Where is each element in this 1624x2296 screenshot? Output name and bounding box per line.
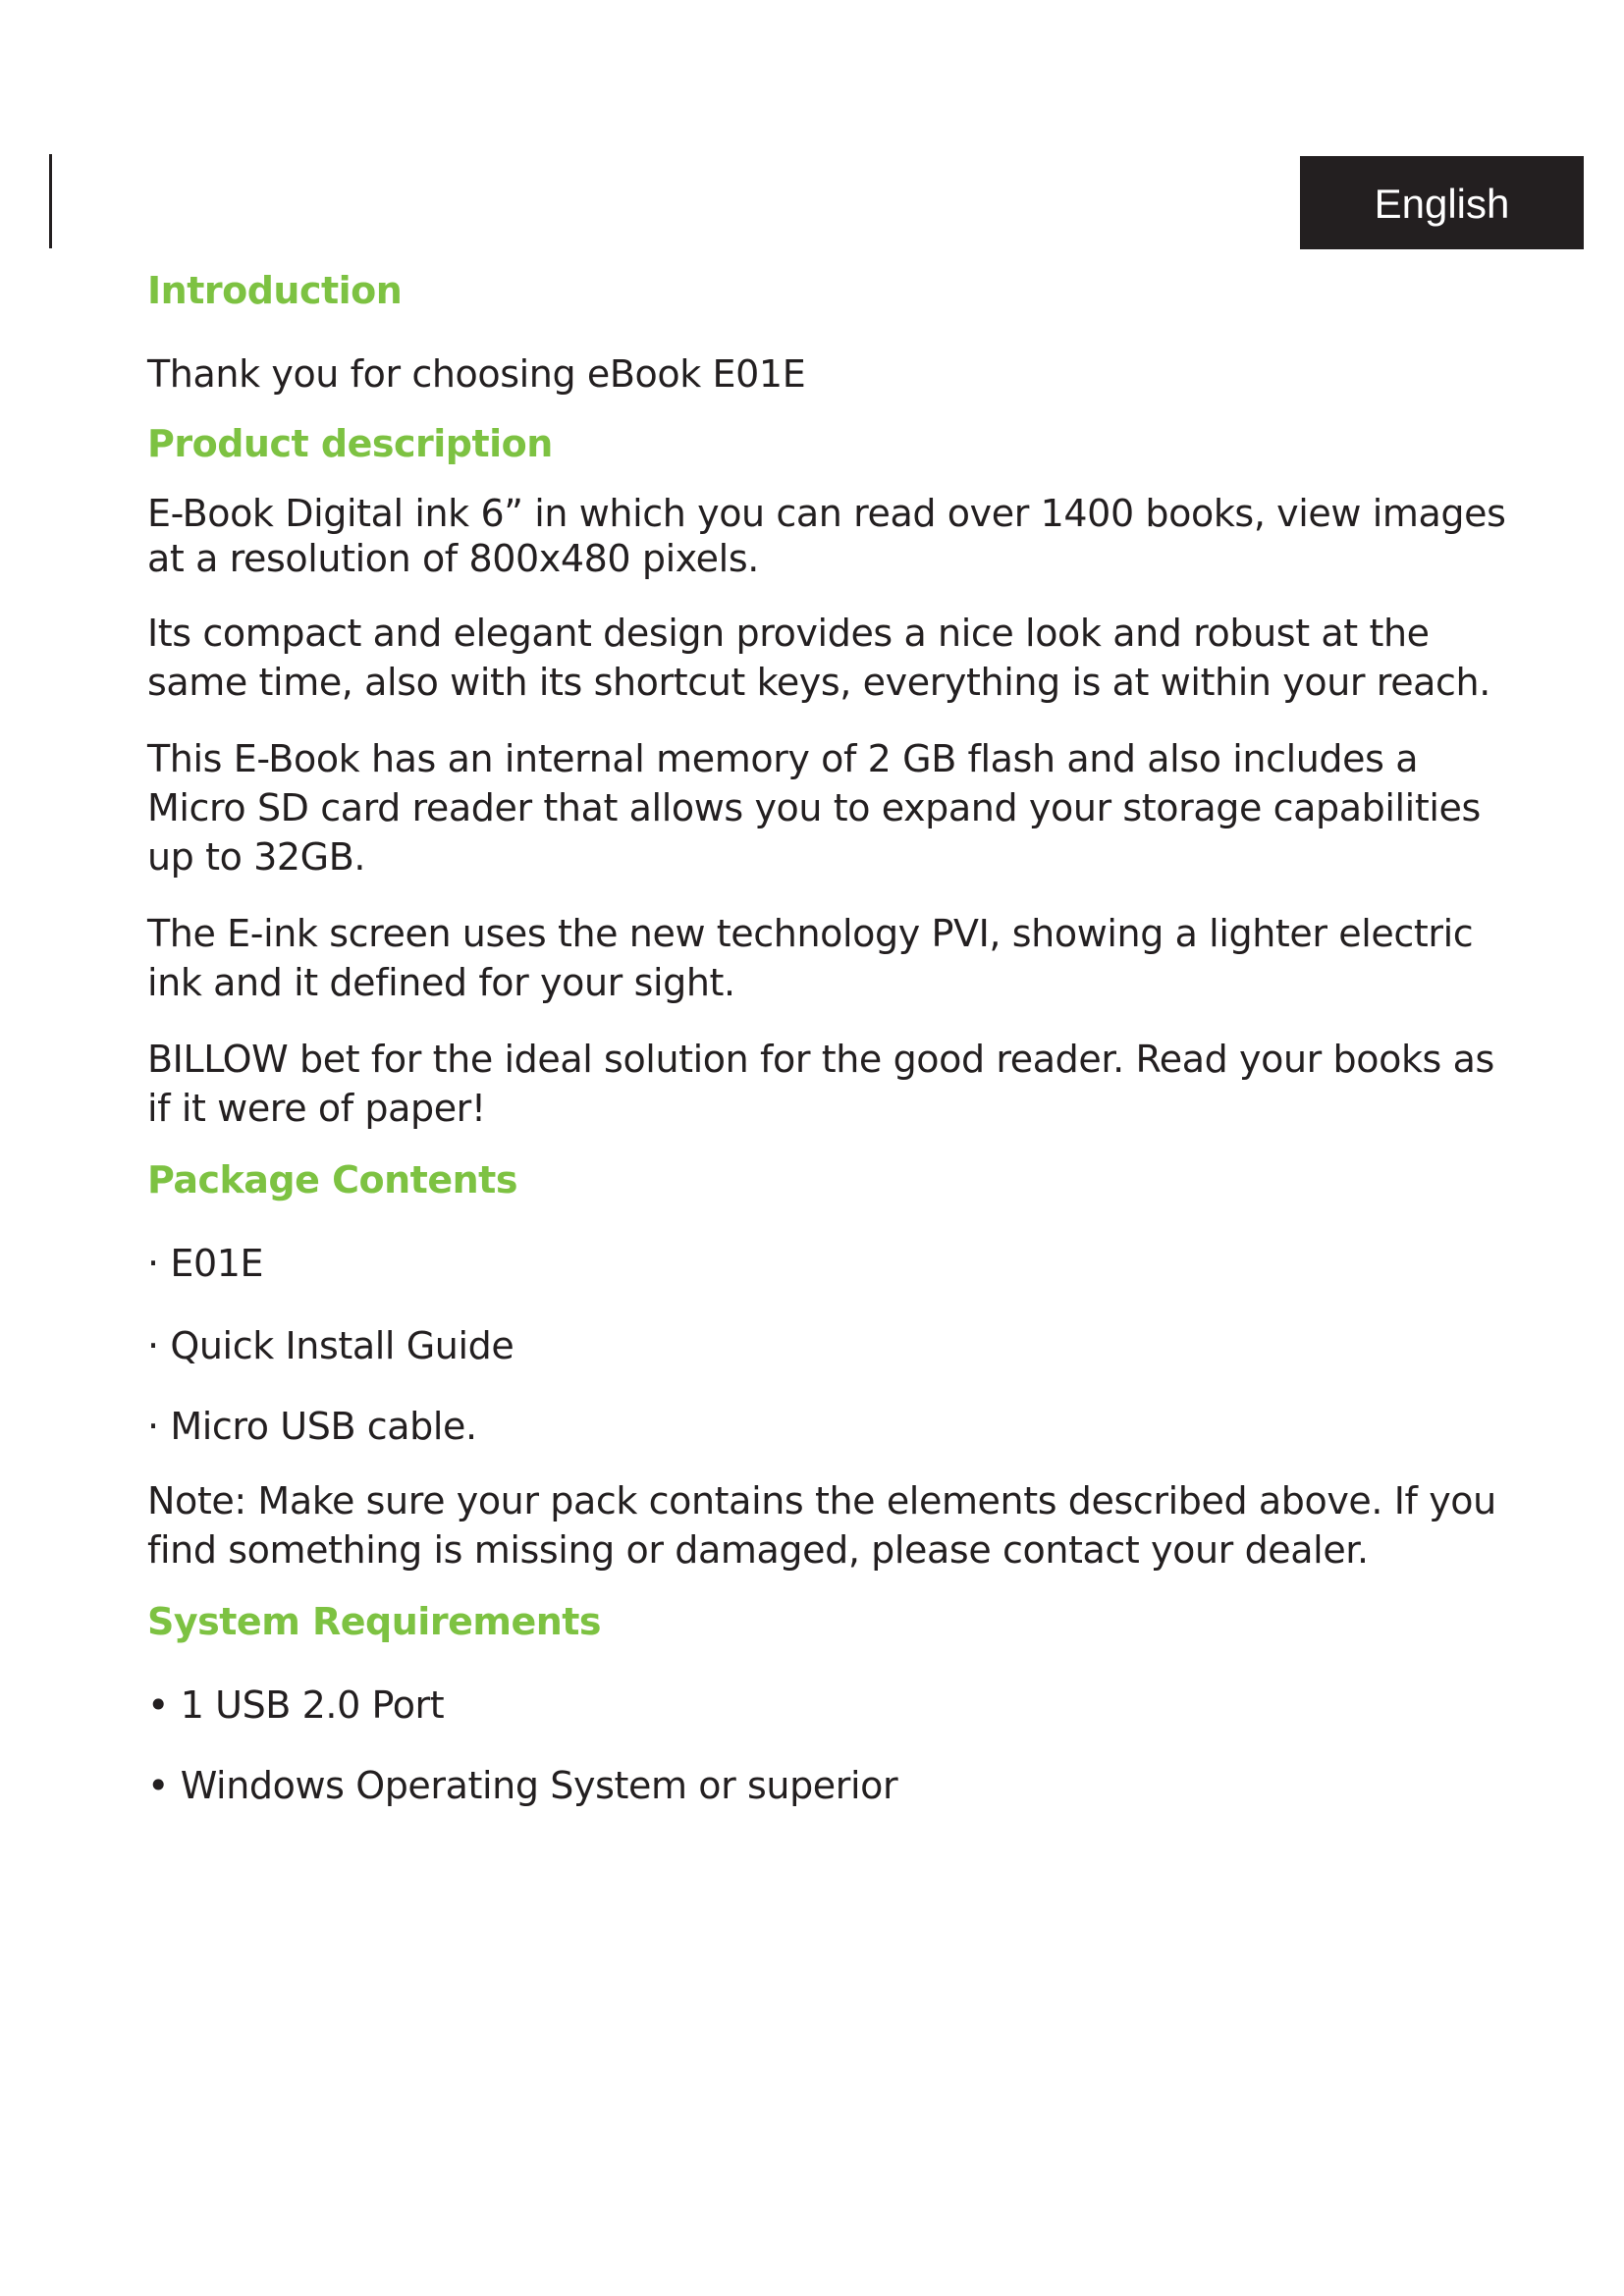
language-tab: [1300, 156, 1584, 249]
package-contents-note: Note: Make sure your pack contains the elements described above. If you find something is missing or damaged, please contact your dealer.: [147, 1479, 1496, 1572]
introduction-heading: Introduction: [147, 269, 403, 312]
package-contents-item: · Micro USB cable.: [147, 1405, 477, 1448]
system-requirements-item: • 1 USB 2.0 Port: [147, 1683, 445, 1727]
margin-bar: [49, 154, 52, 248]
product-description-paragraph: The E-ink screen uses the new technology PVI, showing a lighter electric ink and it defined for your sight.: [147, 912, 1474, 1004]
system-requirements-item: • Windows Operating System or superior: [147, 1764, 898, 1807]
package-contents-item: · E01E: [147, 1242, 264, 1285]
product-description-paragraph: Its compact and elegant design provides a nice look and robust at the same time, also with its shortcut keys, everything is at within your reach.: [147, 612, 1490, 704]
system-requirements-heading: System Requirements: [147, 1600, 602, 1643]
introduction-text: Thank you for choosing eBook E01E: [147, 352, 806, 396]
product-description-heading: Product description: [147, 422, 553, 465]
package-contents-item: · Quick Install Guide: [147, 1324, 514, 1367]
product-description-paragraph: E-Book Digital ink 6” in which you can read over 1400 books, view images at a resolution of 800x480 pixels.: [147, 492, 1506, 580]
product-description-paragraph: This E-Book has an internal memory of 2 GB flash and also includes a Micro SD card reader that allows you to expand your storage capabilities up to 32GB.: [147, 737, 1481, 879]
product-description-paragraph: BILLOW bet for the ideal solution for the good reader. Read your books as if it were of paper!: [147, 1038, 1494, 1130]
language-tab-label: English: [1374, 180, 1510, 227]
package-contents-heading: Package Contents: [147, 1158, 517, 1201]
document-body: [147, 261, 1522, 1810]
